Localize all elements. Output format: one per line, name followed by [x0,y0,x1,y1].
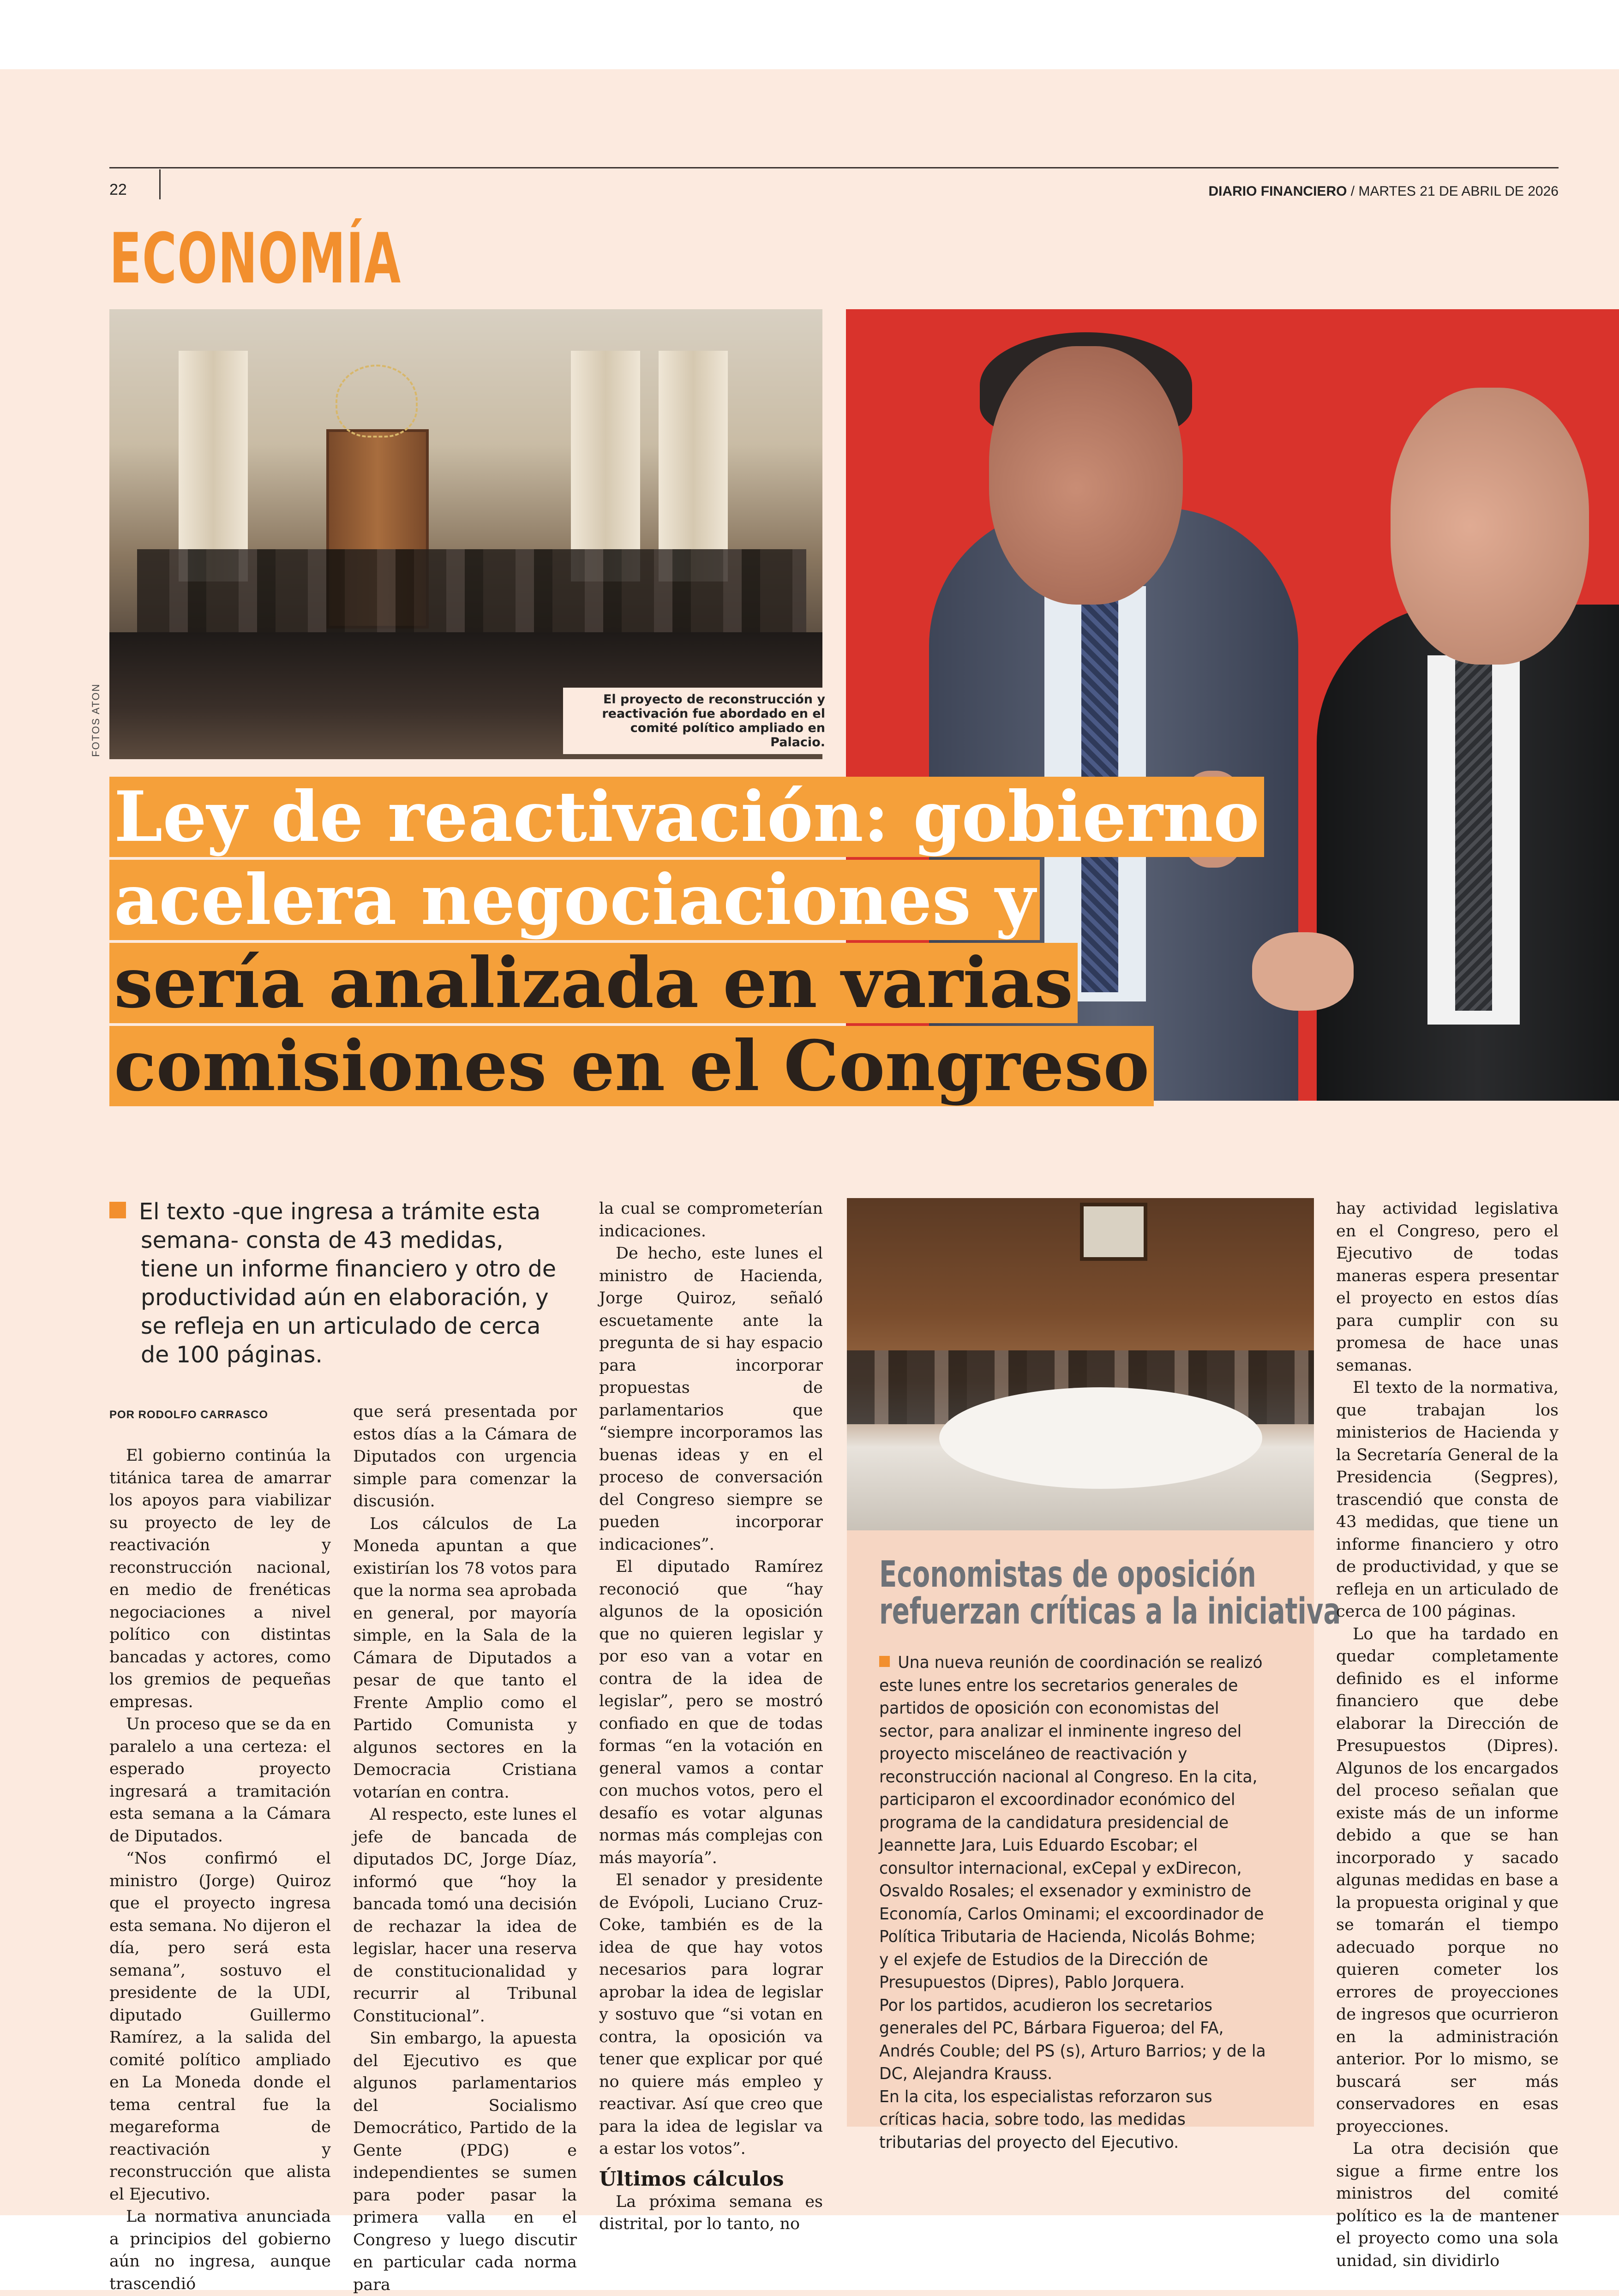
article-column-1 [109,1445,331,2295]
headline-line-2: acelera negociaciones y [109,860,1040,940]
paragraph: El senador y presidente de Evópoli, Luciano Cruz-Coke, también es de la idea de que hay votos necesarios para lograr aprobar la idea de legislar y sostuvo que “si votan en contra, la oposición va tener que explicar por qué no quiere más empleo y reactivar. Así que creo que para la idea de legislar va a estar los votos”. [599,1871,823,2158]
article-column-2 [353,1401,577,2296]
sidebar-title-line-2: refuerzan críticas a la iniciativa [879,1591,1341,1632]
paragraph: que será presentada por estos días a la Cámara de Diputados con urgencia simple para comenzar la discusión. [353,1403,577,1511]
lead-summary [109,1198,566,1369]
masthead [1208,184,1559,199]
bullet-square-icon [879,1656,890,1667]
paragraph: Al respecto, este lunes el jefe de bancada de diputados DC, Jorge Díaz, informó que “hoy la bancada tomó una decisión de rechazar la idea de legislar, hacer una reserva de constitucionalidad y recurrir al Tribunal Constitucional”. [353,1805,577,2026]
paragraph: hay actividad legislativa en el Congreso, pero el Ejecutivo de todas maneras espera presentar el proyecto en estos días para cumplir con su promesa de hace unas semanas. [1336,1199,1559,1375]
top-margin [0,0,1619,69]
sidebar-title [879,1556,1341,1630]
meeting-table [939,1387,1262,1489]
lead-text: El texto -que ingresa a trámite esta semana- consta de 43 medidas, tiene un informe financiero y otro de productividad aún en elaboración, y se refleja en un articulado de cerca de 100 páginas. [139,1199,557,1368]
paragraph: El texto de la normativa, que trabajan los ministerios de Hacienda y la Secretaría General de la Presidencia (Segpres), trascendió que consta de 43 medidas, que tiene un informe financiero y otro de productividad, y que se refleja en un articulado de cerca de 100 páginas. [1336,1379,1559,1621]
sidebar-title-line-1: Economistas de oposición [879,1554,1256,1595]
paragraph: Los cálculos de La Moneda apuntan a que existirían los 78 votos para que la norma sea aprobada en general, por mayoría simple, en la Sala de la Cámara de Diputados a pesar de que tanto el Frente Amplio como el Partido Comunista y algunos sectores en la Democracia Cristiana votarían en contra. [353,1514,577,1802]
headline-line-1: Ley de reactivación: gobierno [109,777,1264,857]
curtain [659,351,728,581]
paragraph: “Nos confirmó el ministro (Jorge) Quiroz que el proyecto ingresa esta semana. No dijeron el día, pero será esta semana”, sostuvo el presidente de la UDI, diputado Guillermo Ramírez, a la salida del comité político ampliado en La Moneda donde el tema central fue la megareforma de reactivación y reconstrucción que alista el Ejecutivo. [109,1849,331,2204]
wall-portrait [1080,1203,1147,1261]
curtain [179,351,248,581]
header-separator [159,169,161,199]
sidebar-box [847,1530,1341,2152]
man-left-head [989,346,1183,605]
paragraph: Lo que ha tardado en quedar completamente definido es el informe financiero que debe elaborar la Dirección de Presupuestos (Dipres). Algunos de los encargados del proceso señalan que existe más de un informe debido a que se han incorporado y sacado algunas medidas en base a la propuesta original y que se tomarán el tiempo adecuado porque no quieren cometer los errores de proyecciones de ingresos que ocurrieron en la administración anterior. Por lo mismo, se buscará ser más conservadores en esas proyecciones. [1336,1625,1559,2136]
sidebar-body [879,1651,1269,2154]
paragraph: El gobierno continúa la titánica tarea de amarrar los apoyos para viabilizar su proyecto de ley de reactivación y reconstrucción nacional, en medio de frenéticas negociaciones a nivel político con distintas bancadas y actores, como los gremios de pequeñas empresas. [109,1446,331,1711]
page-number: 22 [109,181,127,198]
sidebar-paragraph: En la cita, los especialistas reforzaron sus críticas hacia, sobre todo, las medidas tributarias del proyecto del Ejecutivo. [879,2087,1212,2152]
chandelier [336,365,418,438]
paragraph: La normativa anunciada a principios del gobierno aún no ingresa, aunque trascendió [109,2207,331,2293]
sidebar-paragraph: Por los partidos, acudieron los secretarios generales del PC, Bárbara Figueroa; del FA, Andrés Couble; del PS (s), Arturo Barrios; y de la DC, Alejandra Krauss. [879,1996,1266,2083]
issue-date: / MARTES 21 DE ABRIL DE 2026 [1350,184,1559,199]
photo-credit: FOTOS ATON [90,683,102,757]
photo-caption: El proyecto de reconstrucción y reactivación fue abordado en el comité político ampliado en Palacio. [563,688,833,754]
man-right-tie [1455,660,1492,1011]
publication-name: DIARIO FINANCIERO [1208,184,1347,199]
opposition-meeting-photo [847,1198,1314,1530]
subheading: Últimos cálculos [599,2167,784,2191]
man-right-hand [1252,932,1354,1011]
headline [109,776,1259,1109]
bullet-square-icon [109,1202,126,1218]
paragraph: Sin embargo, la apuesta del Ejecutivo es que algunos parlamentarios del Socialismo Democrático, Partido de la Gente (PDG) e independientes se sumen para poder pasar la primera valla en el Congreso y luego discutir en particular cada norma para [353,2029,577,2294]
sidebar-paragraph: Una nueva reunión de coordinación se realizó este lunes entre los secretarios generales de partidos de oposición con economistas del sector, para analizar el inminente ingreso del proyecto misceláneo de reactivación y reconstrucción nacional al Congreso. En la cita, participaron el excoordinador económico del programa de la candidatura presidencial de Jeannette Jara, Luis Eduardo Escobar; el consultor internacional, exCepal y exDirecon, Osvaldo Rosales; el exsenador y exministro de Economía, Carlos Ominami; el excoordinador de Política Tributaria de Hacienda, Nicolás Bohme; y el exjefe de Estudios de la Dirección de Presupuestos (Dipres), Pablo Jorquera. [879,1653,1264,1992]
paragraph: La otra decisión que sigue a firme entre los ministros del comité político es la de mantener el proyecto como una sola unidad, sin dividirlo [1336,2140,1559,2270]
headline-line-3: sería analizada en varias [109,943,1078,1023]
paragraph: la cual se comprometerían indicaciones. [599,1199,823,1241]
curtain [571,351,640,581]
byline: POR RODOLFO CARRASCO [109,1409,268,1421]
paragraph: De hecho, este lunes el ministro de Hacienda, Jorge Quiroz, señaló escuetamente ante la pregunta de si hay espacio para incorporar propuestas de parlamentarios que “siempre incorporamos las buenas ideas y en el proceso de conversación del Congreso siempre se pueden incorporar indicaciones”. [599,1244,823,1554]
section-title: ECONOMÍA [109,219,402,299]
headline-line-4: comisiones en el Congreso [109,1026,1154,1106]
article-column-5 [1336,1198,1559,2272]
man-right-head [1391,388,1589,665]
article-column-3 [599,1198,823,2236]
header-rule [109,167,1559,168]
paragraph: La próxima semana es distrital, por lo tanto, no [599,2192,823,2233]
paragraph: Un proceso que se da en paralelo a una certeza: el esperado proyecto ingresará a tramitación esta semana a la Cámara de Diputados. [109,1715,331,1846]
paragraph: El diputado Ramírez reconoció que “hay algunos de la oposición que no quieren legislar y por eso van a votar en contra de la idea de legislar”, pero se mostró confiado en que de todas formas “en la votación en general vamos a contar con muchos votos, pero el desafío es votar algunas normas más complejas con más mayoría”. [599,1558,823,1867]
